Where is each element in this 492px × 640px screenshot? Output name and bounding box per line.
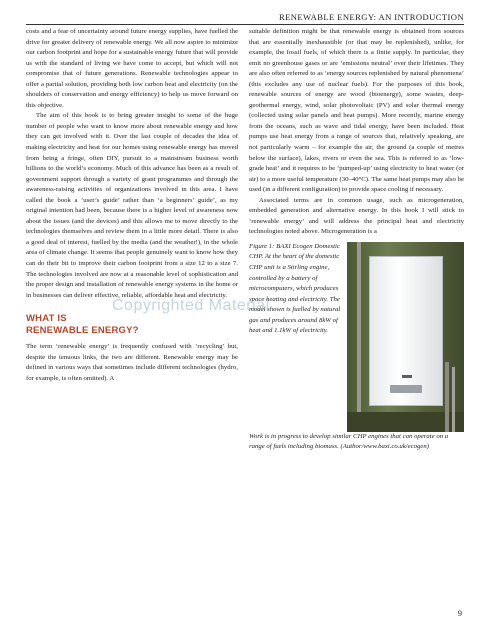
pipe-shape <box>445 362 449 432</box>
figure-caption-continued: Work is in progress to develop similar CHP engines that can operate on a range of fuels including biomass. (Author/www.baxi.co.uk/ecogen) <box>249 432 449 451</box>
section-heading-line-1: WHAT IS <box>26 313 67 325</box>
pipe-shape <box>357 242 361 432</box>
pipe-shape <box>452 367 455 432</box>
left-column <box>26 27 238 384</box>
section-heading <box>26 313 238 336</box>
left-paragraph-1: costs and a fear of uncertainty around future energy supplies, have fuelled the drive for greater delivery of renewable energy. We all now aspire to minimize our carbon footprint and hope for a sustainable energy future that will provide us with the standard of living we have come to accept, but which will not compromise that of future generations. Renewable technologies appear to offer a partial solution, providing both low carbon heat and electricity (on the shoulders of conservation and energy efficiency) to help us move forward on this objective. <box>26 28 238 109</box>
right-paragraph-2: Associated terms are in common usage, such as microgeneration, embedded generation and alternative energy. In this book I will stick to ‘renewable energy’ and will address the principal heat and electricity technologies noted above. Microgeneration is a <box>249 196 464 236</box>
left-paragraph-2: The aim of this book is to bring greater insight to some of the huge number of people who want to know more about renewable energy and how they can get involved with it. Over the last couple of decades the idea of making electricity and heat for our homes using renewable energy has moved from being a fringe, often DIY, pursuit to a mainstream business worth billions to the world’s economy. Much of this advance has been as a result of government support through a variety of grant programmes and through the awareness-raising activities of organizations involved in this area. I have called the book a ‘user’s guide’ rather than ‘a beginners’ guide’, as my original intention had been, because there is a higher level of awareness now about the issues (and the devices) and this allows me to move directly to the technologies themselves and review them in a little more detail. There is also a good deal of interest, fuelled by the media (and the weather!), in the whole area of climate change. It seems that people genuinely want to know how they can do their bit to improve their carbon footprint from a size 12 to a size 7. The technologies involved are now at a reasonable level of sophistication and the proper design and installation of renewable energy systems in the home or in businesses can deliver effective, reliable, affordable heat and electricity. <box>26 112 238 299</box>
watermark: Copyrighted Material <box>112 297 270 314</box>
chp-boiler-photo <box>347 242 464 432</box>
figure-caption: Figure 1: BAXI Ecogen Domestic CHP. At the heart of the domestic CHP unit is a Stirling engine, controlled by a battery of microcomputers, which produces space heating and electricity. The model shown is fuelled by natural gas and produces around 8kW of heat and 1.1kW of electricity. <box>249 242 341 335</box>
control-panel-shape <box>390 385 422 393</box>
right-paragraph-1: suitable definition might be that renewable energy is obtained from sources that are essentially inexhaustible (or that may be replenished), unlike, for example, the fossil fuels, of which there is a finite supply. In particular, they emit no greenhouse gases or are ‘emissions neutral’ over their lifetimes. They are also often referred to as ‘energy sources replenished by natural phenomena’ (this excludes any use of nuclear fuels). For the purposes of this book, renewable sources of energy are wood (bioenergy), some wastes, deep-geothermal energy, wind, solar photovoltaic (PV) and solar thermal energy (collected using solar panels and heat pumps). More recently, marine energy from the oceans, such as wave and tidal energy, have been included. Heat pumps use heat energy from a range of sources that, relatively speaking, are not particularly warm – for example the air, the ground (a couple of metres below the surface), lakes, rivers or even the sea. This is referred to as ‘low-grade heat’ and it requires to be ‘pumped-up’ using electricity to heat water (or air) to a more useful temperature (30–40°C). The same heat pumps may also be used (in a different configuration) to provide space cooling if necessary. <box>249 28 464 194</box>
left-paragraph-3: The term ‘renewable energy’ is frequently confused with ‘recycling’ but, despite the tenuous links, the two are different. Renewable energy may be defined in various ways that sometimes include different technologies (hydro, for example, is often omitted). A <box>26 343 238 382</box>
brand-mark-shape <box>402 375 412 378</box>
running-header: RENEWABLE ENERGY: AN INTRODUCTION <box>26 12 464 25</box>
figure-1 <box>249 242 464 432</box>
right-column <box>249 27 464 453</box>
boiler-unit-shape <box>369 256 443 406</box>
page-number: 9 <box>457 608 462 618</box>
section-heading-line-2: RENEWABLE ENERGY? <box>26 324 139 336</box>
